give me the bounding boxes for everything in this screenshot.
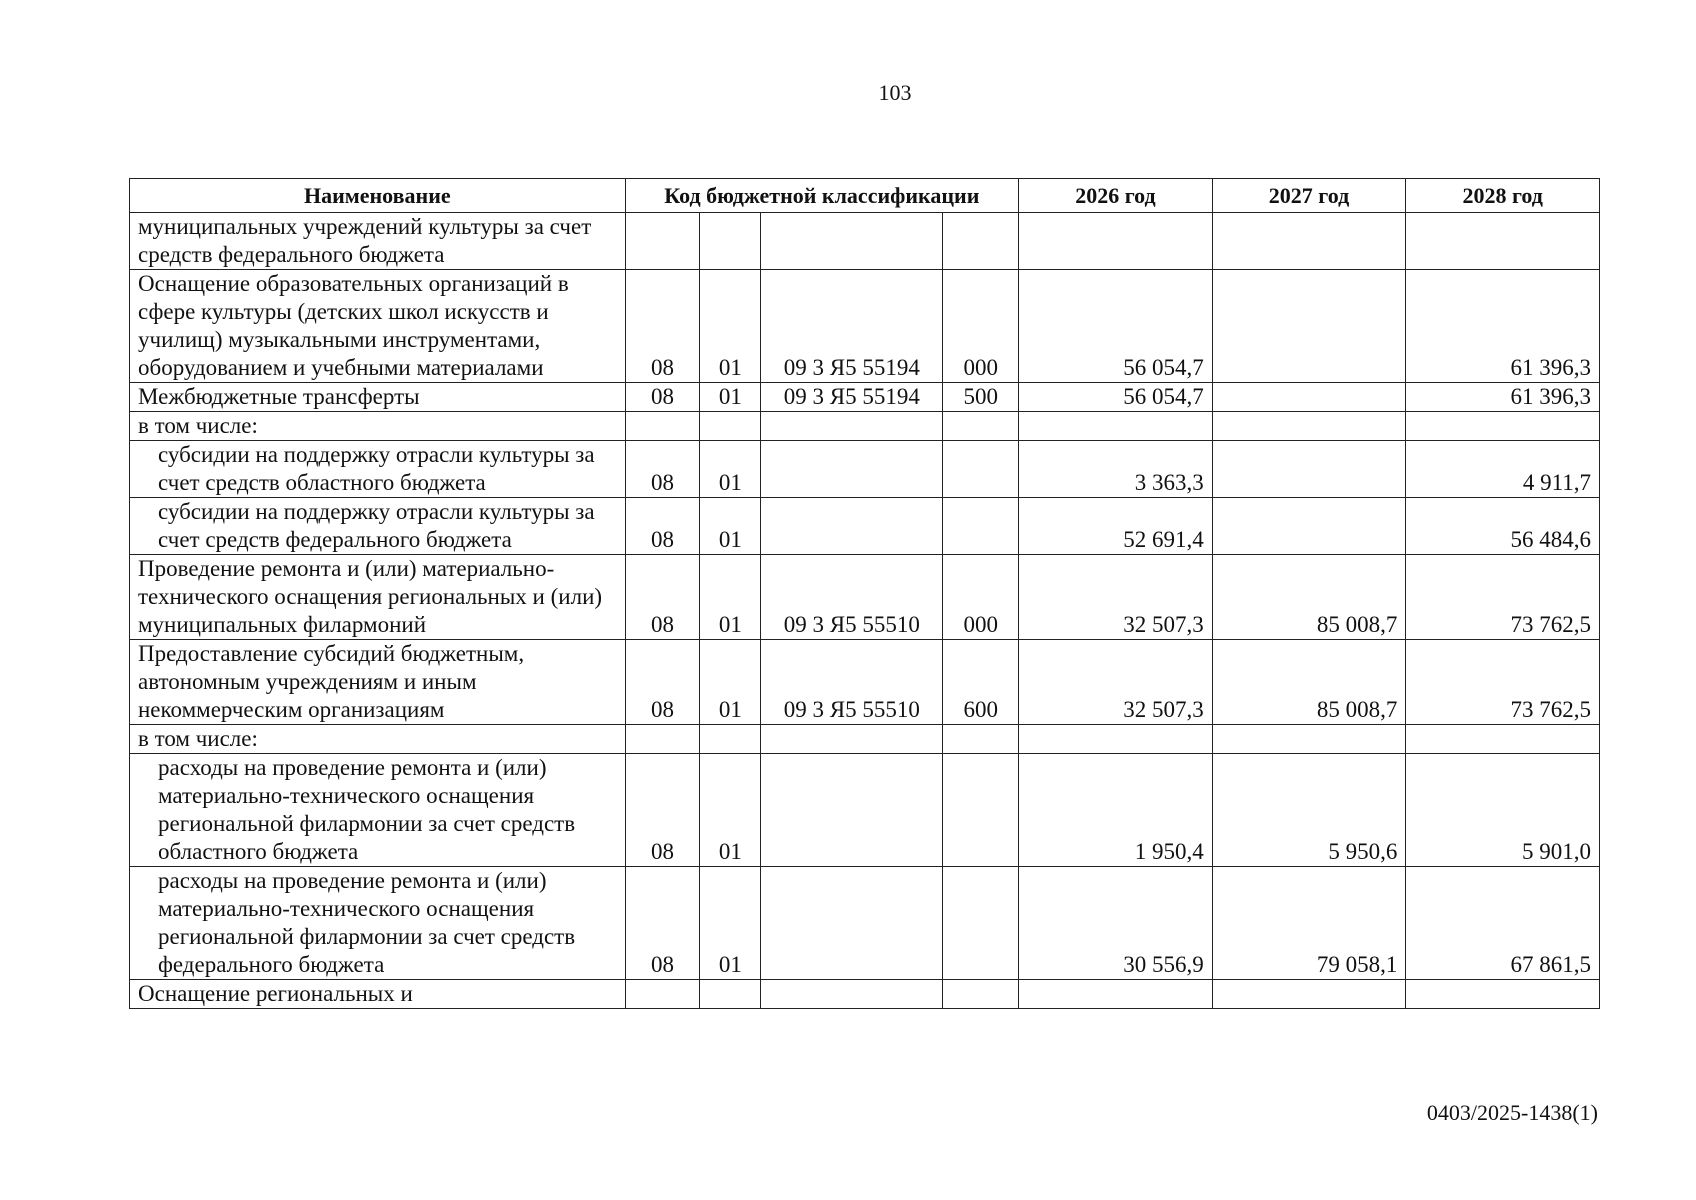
row-value-2026 [1019,213,1213,270]
budget-table [129,178,1600,1009]
table-row [130,270,1600,383]
row-section-code [625,980,700,1009]
table-header-row [130,179,1600,213]
page-number: 103 [878,80,912,105]
row-value-2028: 61 396,3 [1406,270,1600,383]
table-row [130,441,1600,498]
table-row [130,383,1600,412]
row-subsection-code: 01 [700,640,761,725]
table-body [130,213,1600,1009]
row-expense-type [943,754,1019,867]
row-section-code [625,412,700,441]
row-value-2027: 79 058,1 [1212,867,1406,980]
row-subsection-code [700,213,761,270]
row-value-2028 [1406,980,1600,1009]
row-name: в том числе: [130,412,626,441]
row-section-code: 08 [625,555,700,640]
row-target-article [761,980,943,1009]
row-section-code: 08 [625,270,700,383]
row-name: Оснащение образовательных организаций в сфере культуры (детских школ искусств и училищ) музыкальными инструментами, оборудованием и учебными материалами [130,270,626,383]
row-expense-type [943,980,1019,1009]
row-name: в том числе: [130,725,626,754]
row-value-2026: 56 054,7 [1019,270,1213,383]
row-expense-type [943,412,1019,441]
table-row [130,754,1600,867]
row-subsection-code: 01 [700,383,761,412]
row-target-article: 09 3 Я5 55194 [761,383,943,412]
row-value-2027 [1212,213,1406,270]
row-value-2028 [1406,412,1600,441]
row-expense-type [943,213,1019,270]
header-2028: 2028 год [1406,179,1600,213]
row-value-2026 [1019,980,1213,1009]
row-target-article: 09 3 Я5 55194 [761,270,943,383]
row-target-article [761,754,943,867]
row-target-article [761,213,943,270]
row-name: расходы на проведение ремонта и (или) материально-технического оснащения региональной филармонии за счет средств федерального бюджета [130,867,626,980]
row-value-2028: 5 901,0 [1406,754,1600,867]
table-row [130,555,1600,640]
row-value-2026: 3 363,3 [1019,441,1213,498]
row-value-2026: 30 556,9 [1019,867,1213,980]
row-subsection-code: 01 [700,754,761,867]
row-value-2027 [1212,412,1406,441]
row-value-2026: 32 507,3 [1019,555,1213,640]
header-2026: 2026 год [1019,179,1213,213]
row-name: расходы на проведение ремонта и (или) материально-технического оснащения региональной филармонии за счет средств областного бюджета [130,754,626,867]
row-name: Предоставление субсидий бюджетным, автономным учреждениям и иным некоммерческим организациям [130,640,626,725]
header-2027: 2027 год [1212,179,1406,213]
row-value-2028: 67 861,5 [1406,867,1600,980]
row-subsection-code: 01 [700,555,761,640]
row-subsection-code [700,980,761,1009]
row-value-2026 [1019,725,1213,754]
row-value-2027 [1212,498,1406,555]
row-expense-type [943,867,1019,980]
row-expense-type [943,441,1019,498]
row-expense-type: 500 [943,383,1019,412]
row-subsection-code: 01 [700,270,761,383]
row-value-2026: 56 054,7 [1019,383,1213,412]
row-target-article [761,867,943,980]
row-value-2028: 73 762,5 [1406,555,1600,640]
table-row [130,980,1600,1009]
row-section-code [625,725,700,754]
row-subsection-code: 01 [700,441,761,498]
row-value-2028: 73 762,5 [1406,640,1600,725]
row-target-article: 09 3 Я5 55510 [761,555,943,640]
row-target-article [761,412,943,441]
row-section-code: 08 [625,498,700,555]
row-expense-type [943,498,1019,555]
row-expense-type: 000 [943,270,1019,383]
row-value-2028: 56 484,6 [1406,498,1600,555]
row-value-2028 [1406,213,1600,270]
row-name: субсидии на поддержку отрасли культуры за счет средств федерального бюджета [130,498,626,555]
row-subsection-code: 01 [700,498,761,555]
row-target-article: 09 3 Я5 55510 [761,640,943,725]
row-target-article [761,441,943,498]
row-value-2027 [1212,270,1406,383]
row-value-2026 [1019,412,1213,441]
row-name: субсидии на поддержку отрасли культуры за счет средств областного бюджета [130,441,626,498]
row-target-article [761,498,943,555]
row-value-2026: 1 950,4 [1019,754,1213,867]
row-section-code [625,213,700,270]
row-value-2027: 85 008,7 [1212,640,1406,725]
table-row [130,640,1600,725]
row-expense-type: 600 [943,640,1019,725]
row-expense-type: 000 [943,555,1019,640]
row-value-2027 [1212,725,1406,754]
row-name: Проведение ремонта и (или) материально-технического оснащения региональных и (или) муниципальных филармоний [130,555,626,640]
row-value-2027 [1212,980,1406,1009]
row-subsection-code [700,412,761,441]
row-value-2026: 32 507,3 [1019,640,1213,725]
table-row [130,867,1600,980]
row-subsection-code [700,725,761,754]
header-name: Наименование [130,179,626,213]
row-value-2026: 52 691,4 [1019,498,1213,555]
row-value-2028: 4 911,7 [1406,441,1600,498]
row-value-2027: 5 950,6 [1212,754,1406,867]
row-value-2028: 61 396,3 [1406,383,1600,412]
row-name: Оснащение региональных и [130,980,626,1009]
header-budget-code: Код бюджетной классификации [625,179,1019,213]
table-row [130,412,1600,441]
row-name: муниципальных учреждений культуры за счет средств федерального бюджета [130,213,626,270]
row-section-code: 08 [625,640,700,725]
row-value-2028 [1406,725,1600,754]
table-row [130,213,1600,270]
row-section-code: 08 [625,754,700,867]
row-subsection-code: 01 [700,867,761,980]
row-target-article [761,725,943,754]
row-value-2027 [1212,441,1406,498]
table-row [130,725,1600,754]
row-value-2027: 85 008,7 [1212,555,1406,640]
row-section-code: 08 [625,383,700,412]
table-row [130,498,1600,555]
row-expense-type [943,725,1019,754]
row-section-code: 08 [625,441,700,498]
document-code: 0403/2025-1438(1) [1426,1100,1598,1125]
row-section-code: 08 [625,867,700,980]
row-value-2027 [1212,383,1406,412]
row-name: Межбюджетные трансферты [130,383,626,412]
